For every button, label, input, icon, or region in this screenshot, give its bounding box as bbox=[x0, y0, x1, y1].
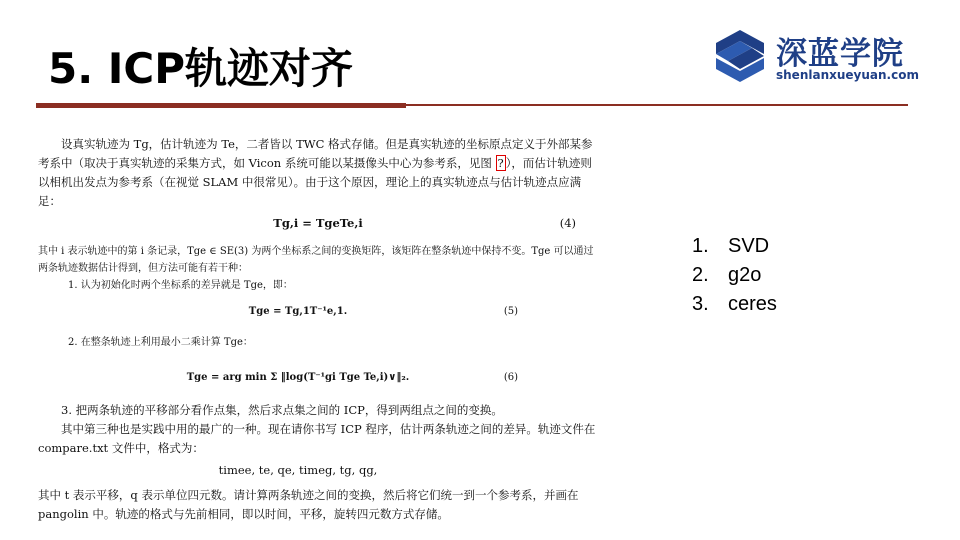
method-number: 1. bbox=[692, 235, 709, 257]
equation-4 bbox=[38, 211, 598, 235]
list-item-3: 3. 把两条轨迹的平移部分看作点集，然后求点集之间的 ICP，得到两组点之间的变换。 bbox=[61, 403, 503, 417]
header-divider-accent bbox=[36, 103, 406, 108]
list-item-2: 2. 在整条轨迹上利用最小二乘计算 Tge： bbox=[68, 337, 253, 348]
format-line bbox=[38, 458, 598, 482]
method-item bbox=[692, 232, 777, 261]
slide-title: 5. ICP轨迹对齐 bbox=[48, 44, 354, 93]
document-excerpt bbox=[38, 135, 598, 524]
equation-6-number: (6) bbox=[503, 372, 518, 383]
logo bbox=[712, 26, 919, 90]
method-label: g2o bbox=[728, 264, 762, 286]
method-item bbox=[692, 290, 777, 319]
logo-cn-text: 深蓝学院 bbox=[776, 36, 904, 72]
paragraph-1 bbox=[38, 135, 598, 211]
paragraph-3: 其中第三种也是实践中用的最广的一种。现在请你书写 ICP 程序，估计两条轨迹之间的差异。轨迹文件在 compare.txt 文件中，格式为： bbox=[38, 422, 596, 455]
method-number: 2. bbox=[692, 264, 709, 286]
list-item-1: 1. 认为初始化时两个坐标系的差异就是 Tge，即： bbox=[68, 280, 293, 291]
method-number: 3. bbox=[692, 293, 709, 315]
paragraph-4: 其中 t 表示平移，q 表示单位四元数。请计算两条轨迹之间的变换，然后将它们统一到一个参考系，并画在 pangolin 中。轨迹的格式与先前相同，即以时间，平移，旋转四元数方式存储。 bbox=[38, 488, 579, 521]
logo-en-text: shenlanxueyuan.com bbox=[776, 68, 919, 82]
figure-reference: ? bbox=[497, 156, 504, 170]
equation-6-expr: Tge = arg min Σ ‖log(T⁻¹gi Tge Te,i)∨‖₂. bbox=[186, 372, 410, 383]
methods-list bbox=[692, 232, 777, 319]
equation-5-expr: Tge = Tg,1T⁻¹e,1. bbox=[248, 306, 348, 317]
logo-mark-icon bbox=[712, 28, 768, 84]
method-label: ceres bbox=[728, 293, 777, 315]
method-item bbox=[692, 261, 777, 290]
paragraph-2: 其中 i 表示轨迹中的第 i 条记录，Tge ∈ SE(3) 为两个坐标系之间的变换矩阵，该矩阵在整条轨迹中保持不变。Tge 可以通过两条轨迹数据估计得到，但方法可能有若干种： bbox=[38, 246, 594, 274]
paragraph-1b-text: ），而估计轨迹则以相机出发点为参考系（在视觉 SLAM 中很常见）。由于这个原因，理论上的真实轨迹点与估计轨迹点应满足： bbox=[38, 156, 592, 208]
equation-5 bbox=[38, 300, 598, 326]
format-line-text: timee, te, qe, timeg, tg, qg, bbox=[218, 463, 378, 477]
equation-6 bbox=[38, 359, 598, 399]
equation-5-number: (5) bbox=[503, 306, 518, 317]
equation-4-number: (4) bbox=[559, 216, 576, 230]
method-label: SVD bbox=[728, 235, 770, 257]
equation-4-expr: Tg,i = TgeTe,i bbox=[273, 216, 363, 230]
paragraph-1-text: 设真实轨迹为 Tg，估计轨迹为 Te，二者皆以 TWC 格式存储。但是真实轨迹的坐标原点定义于外部某参考系中（取决于真实轨迹的采集方式，如 Vicon 系统可能以某摄像头中心为参考系，见图 bbox=[38, 137, 593, 170]
